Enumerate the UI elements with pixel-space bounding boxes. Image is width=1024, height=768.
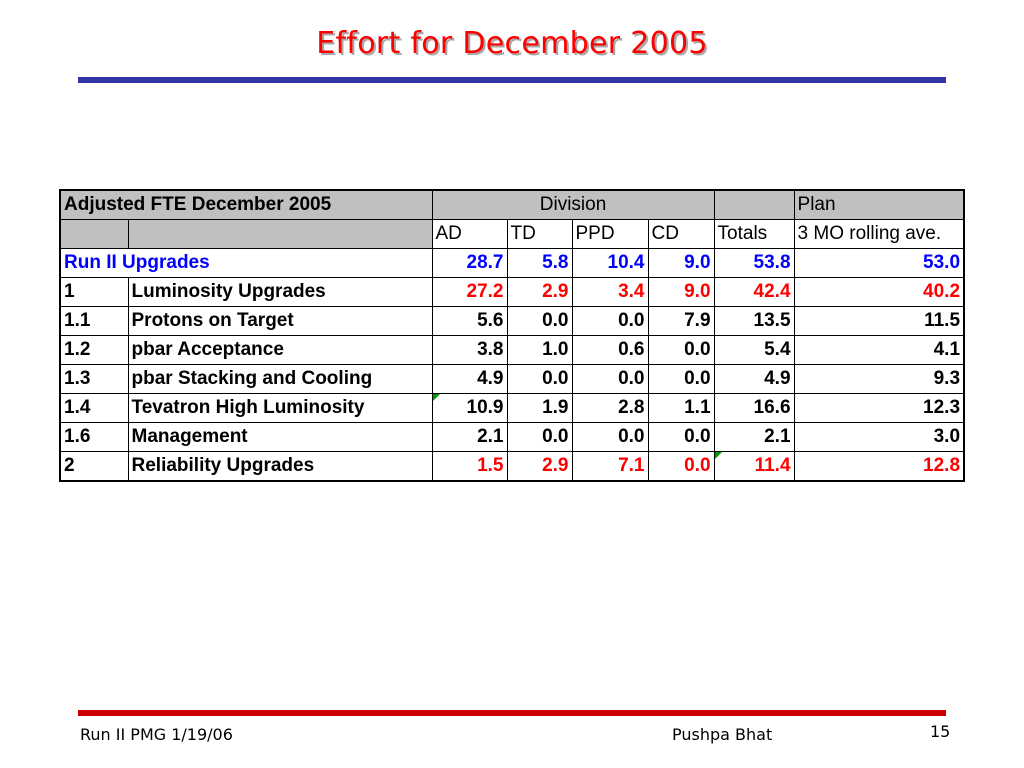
row-id: 1.6 <box>60 423 128 452</box>
col-header-cd: CD <box>648 220 714 249</box>
table-header-row-2 <box>60 220 964 249</box>
col-header-ad: AD <box>432 220 507 249</box>
cell-ad: 10.9 <box>432 394 507 423</box>
row-id: 1.3 <box>60 365 128 394</box>
col-header-rolling: 3 MO rolling ave. <box>794 220 964 249</box>
header-blank-id <box>60 220 128 249</box>
table-row <box>60 278 964 307</box>
cell-ad: 1.5 <box>432 452 507 482</box>
cell-ad: 3.8 <box>432 336 507 365</box>
table-row <box>60 249 964 278</box>
table-row <box>60 307 964 336</box>
cell-ppd: 0.0 <box>572 365 648 394</box>
totals-header-blank <box>714 190 794 220</box>
cell-ppd: 3.4 <box>572 278 648 307</box>
row-name: pbar Stacking and Cooling <box>128 365 432 394</box>
cell-ad: 5.6 <box>432 307 507 336</box>
title-divider <box>78 77 946 83</box>
col-header-td: TD <box>507 220 572 249</box>
row-name: Protons on Target <box>128 307 432 336</box>
fte-table <box>59 189 965 482</box>
cell-td: 1.0 <box>507 336 572 365</box>
row-id: 2 <box>60 452 128 482</box>
table-row <box>60 452 964 482</box>
row-id: 1 <box>60 278 128 307</box>
cell-ad: 27.2 <box>432 278 507 307</box>
cell-td: 0.0 <box>507 307 572 336</box>
cell-plan: 12.8 <box>794 452 964 482</box>
cell-plan: 9.3 <box>794 365 964 394</box>
row-id: 1.2 <box>60 336 128 365</box>
cell-plan: 3.0 <box>794 423 964 452</box>
cell-totals: 4.9 <box>714 365 794 394</box>
col-header-ppd: PPD <box>572 220 648 249</box>
cell-totals: 5.4 <box>714 336 794 365</box>
cell-totals: 16.6 <box>714 394 794 423</box>
cell-cd: 0.0 <box>648 452 714 482</box>
table-row <box>60 423 964 452</box>
table-row <box>60 365 964 394</box>
cell-ad: 4.9 <box>432 365 507 394</box>
cell-cd: 0.0 <box>648 423 714 452</box>
table-row <box>60 336 964 365</box>
cell-ppd: 0.0 <box>572 307 648 336</box>
cell-plan: 40.2 <box>794 278 964 307</box>
cell-ppd: 10.4 <box>572 249 648 278</box>
row-id: 1.1 <box>60 307 128 336</box>
footer-left: Run II PMG 1/19/06 <box>80 725 233 744</box>
row-name: Luminosity Upgrades <box>128 278 432 307</box>
row-name: Reliability Upgrades <box>128 452 432 482</box>
cell-td: 0.0 <box>507 365 572 394</box>
cell-plan: 11.5 <box>794 307 964 336</box>
table-row <box>60 394 964 423</box>
cell-ppd: 2.8 <box>572 394 648 423</box>
cell-td: 2.9 <box>507 278 572 307</box>
table-title-cell: Adjusted FTE December 2005 <box>60 190 432 220</box>
cell-plan: 4.1 <box>794 336 964 365</box>
cell-td: 0.0 <box>507 423 572 452</box>
cell-cd: 0.0 <box>648 365 714 394</box>
plan-header: Plan <box>794 190 964 220</box>
cell-cd: 9.0 <box>648 278 714 307</box>
footer-divider <box>78 710 946 716</box>
slide-title: Effort for December 2005 <box>316 26 708 61</box>
cell-cd: 7.9 <box>648 307 714 336</box>
cell-ad: 2.1 <box>432 423 507 452</box>
cell-totals: 53.8 <box>714 249 794 278</box>
cell-totals: 11.4 <box>714 452 794 482</box>
cell-totals: 13.5 <box>714 307 794 336</box>
cell-ppd: 0.0 <box>572 423 648 452</box>
division-header: Division <box>432 190 714 220</box>
cell-ppd: 7.1 <box>572 452 648 482</box>
row-name: Run II Upgrades <box>60 249 432 278</box>
cell-plan: 12.3 <box>794 394 964 423</box>
cell-plan: 53.0 <box>794 249 964 278</box>
cell-td: 2.9 <box>507 452 572 482</box>
cell-cd: 1.1 <box>648 394 714 423</box>
cell-totals: 42.4 <box>714 278 794 307</box>
header-blank-name <box>128 220 432 249</box>
cell-cd: 0.0 <box>648 336 714 365</box>
footer-author: Pushpa Bhat <box>672 725 773 744</box>
row-name: pbar Acceptance <box>128 336 432 365</box>
table-header-row-1 <box>60 190 964 220</box>
cell-td: 1.9 <box>507 394 572 423</box>
cell-td: 5.8 <box>507 249 572 278</box>
cell-totals: 2.1 <box>714 423 794 452</box>
cell-ppd: 0.6 <box>572 336 648 365</box>
page-number: 15 <box>930 722 951 741</box>
row-name: Tevatron High Luminosity <box>128 394 432 423</box>
col-header-totals: Totals <box>714 220 794 249</box>
cell-cd: 9.0 <box>648 249 714 278</box>
row-name: Management <box>128 423 432 452</box>
cell-ad: 28.7 <box>432 249 507 278</box>
row-id: 1.4 <box>60 394 128 423</box>
